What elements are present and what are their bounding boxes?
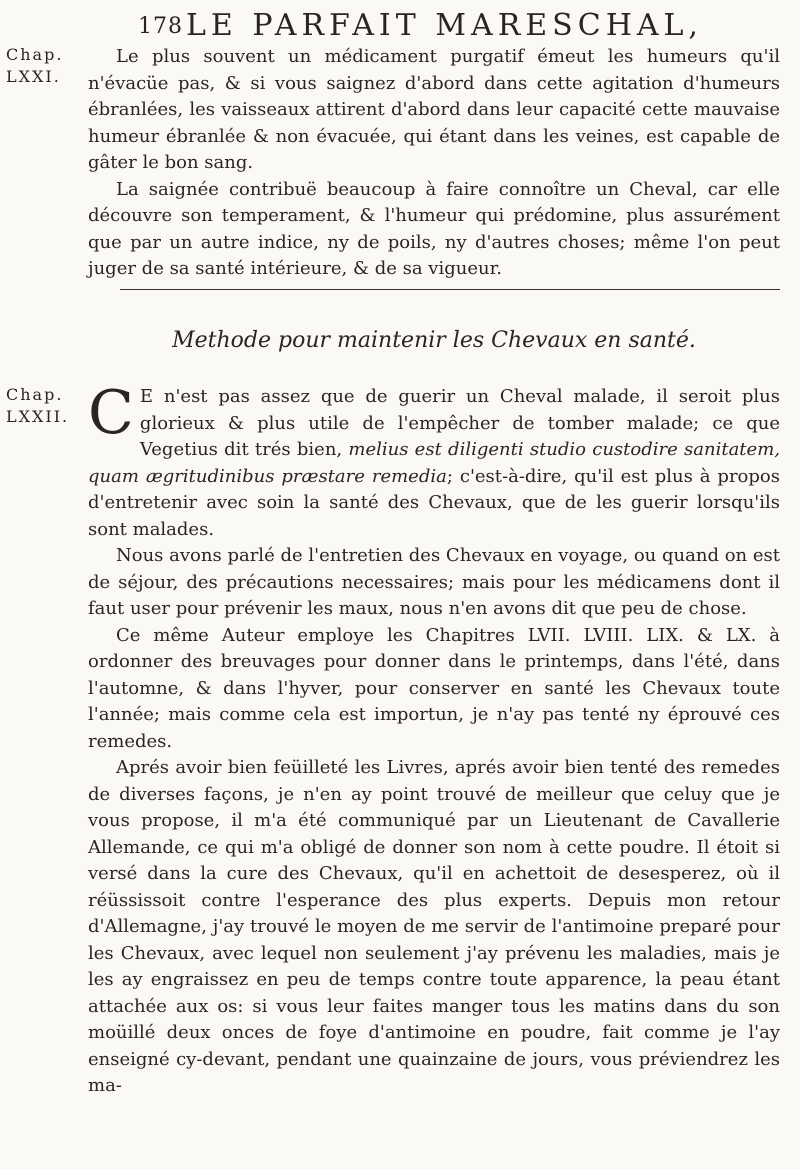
paragraph: Le plus souvent un médicament purgatif émeut les humeurs qu'il n'évacüe pas, & si vous saignez d'abord dans cette agitation d'humeurs ébranlées, les vaisseaux attirent d'abord dans leur capacité cette mauvaise humeur ébranlée & non évacuée, qui étant dans les veines, est capable de gâter le bon sang.	[88, 46, 780, 173]
margin-chapter-number: LXXII.	[6, 407, 70, 426]
top-text	[88, 44, 780, 283]
latin-quotation: melius est diligenti studio custodire sanitatem, quam ægritudinibus præstare remedia	[88, 439, 780, 487]
margin-chapter-label: Chap.	[6, 385, 64, 404]
paragraph: Nous avons parlé de l'entretien des Chevaux en voyage, ou quand on est de séjour, des précautions necessaires; mais pour les médicamens dont il faut user pour prévenir les maux, nous n'en avons dit que peu de chose.	[88, 545, 780, 619]
running-head	[138, 8, 703, 43]
margin-chapter-note	[6, 44, 72, 88]
section-title: Methode pour maintenir les Chevaux en santé.	[172, 328, 696, 353]
paragraph-text: E n'est pas assez que de guerir un Cheval malade, il seroit plus glorieux & plus utile de l'empêcher de tomber malade; ce que Vegetius dit trés bien,	[139, 386, 780, 460]
paragraph-text: ; c'est-à-dire, qu'il est plus à propos d'entretenir avec soin la santé des Chevaux, que de les guerir lorsqu'ils sont malades.	[88, 465, 780, 540]
paragraph: Aprés avoir bien feüilleté les Livres, aprés avoir bien tenté des remedes de diverses façons, je n'en ay point trouvé de meilleur que celuy que je vous propose, il m'a été communiqué par un Lieutenant de Cavallerie Allemande, ce qui m'a obligé de donner son nom à cette poudre. Il étoit si versé dans la cure des Chevaux, qu'il en achettoit de desesperez, où il réüssissoit contre l'esperance des plus experts. Depuis mon retour d'Allemagne, j'ay trouvé le moyen de me servir de l'antimoine preparé pour les Chevaux, avec lequel non seulement j'ay prévenu les maladies, mais je les ay engraissez en peu de temps contre toute apparence, la peau étant attachée aux os: si vous leur faites manger tous les matins dans du son moüillé deux onces de foye d'antimoine en poudre, fait comme je l'ay enseigné cy-devant, pendant une quainzaine de jours, vous préviendrez les ma-	[88, 757, 780, 1096]
paragraph: La saignée contribuë beaucoup à faire connoître un Cheval, car elle découvre son temperament, & l'humeur qui prédomine, plus assurément que par un autre indice, ny de poils, ny d'autres choses; même l'on peut juger de sa santé intérieure, & de sa vigueur.	[88, 178, 780, 279]
section-divider	[120, 289, 780, 290]
section-text	[88, 378, 780, 1100]
drop-cap: C	[88, 378, 134, 448]
paragraph: Ce même Auteur employe les Chapitres LVII. LVIII. LIX. & LX. à ordonner des breuvages pour donner dans le printemps, dans l'été, dans l'automne, & dans l'hyver, pour conserver en santé les Chevaux toute l'année; mais comme cela est importun, je n'ay pas tenté ny éprouvé ces remedes.	[88, 624, 780, 752]
paragraph	[88, 378, 780, 543]
margin-chapter-note	[6, 384, 72, 428]
page-number: 178	[138, 14, 183, 39]
running-title: LE PARFAIT MARESCHAL,	[186, 8, 703, 43]
margin-chapter-number: LXXI.	[6, 67, 61, 86]
margin-chapter-label: Chap.	[6, 45, 64, 64]
